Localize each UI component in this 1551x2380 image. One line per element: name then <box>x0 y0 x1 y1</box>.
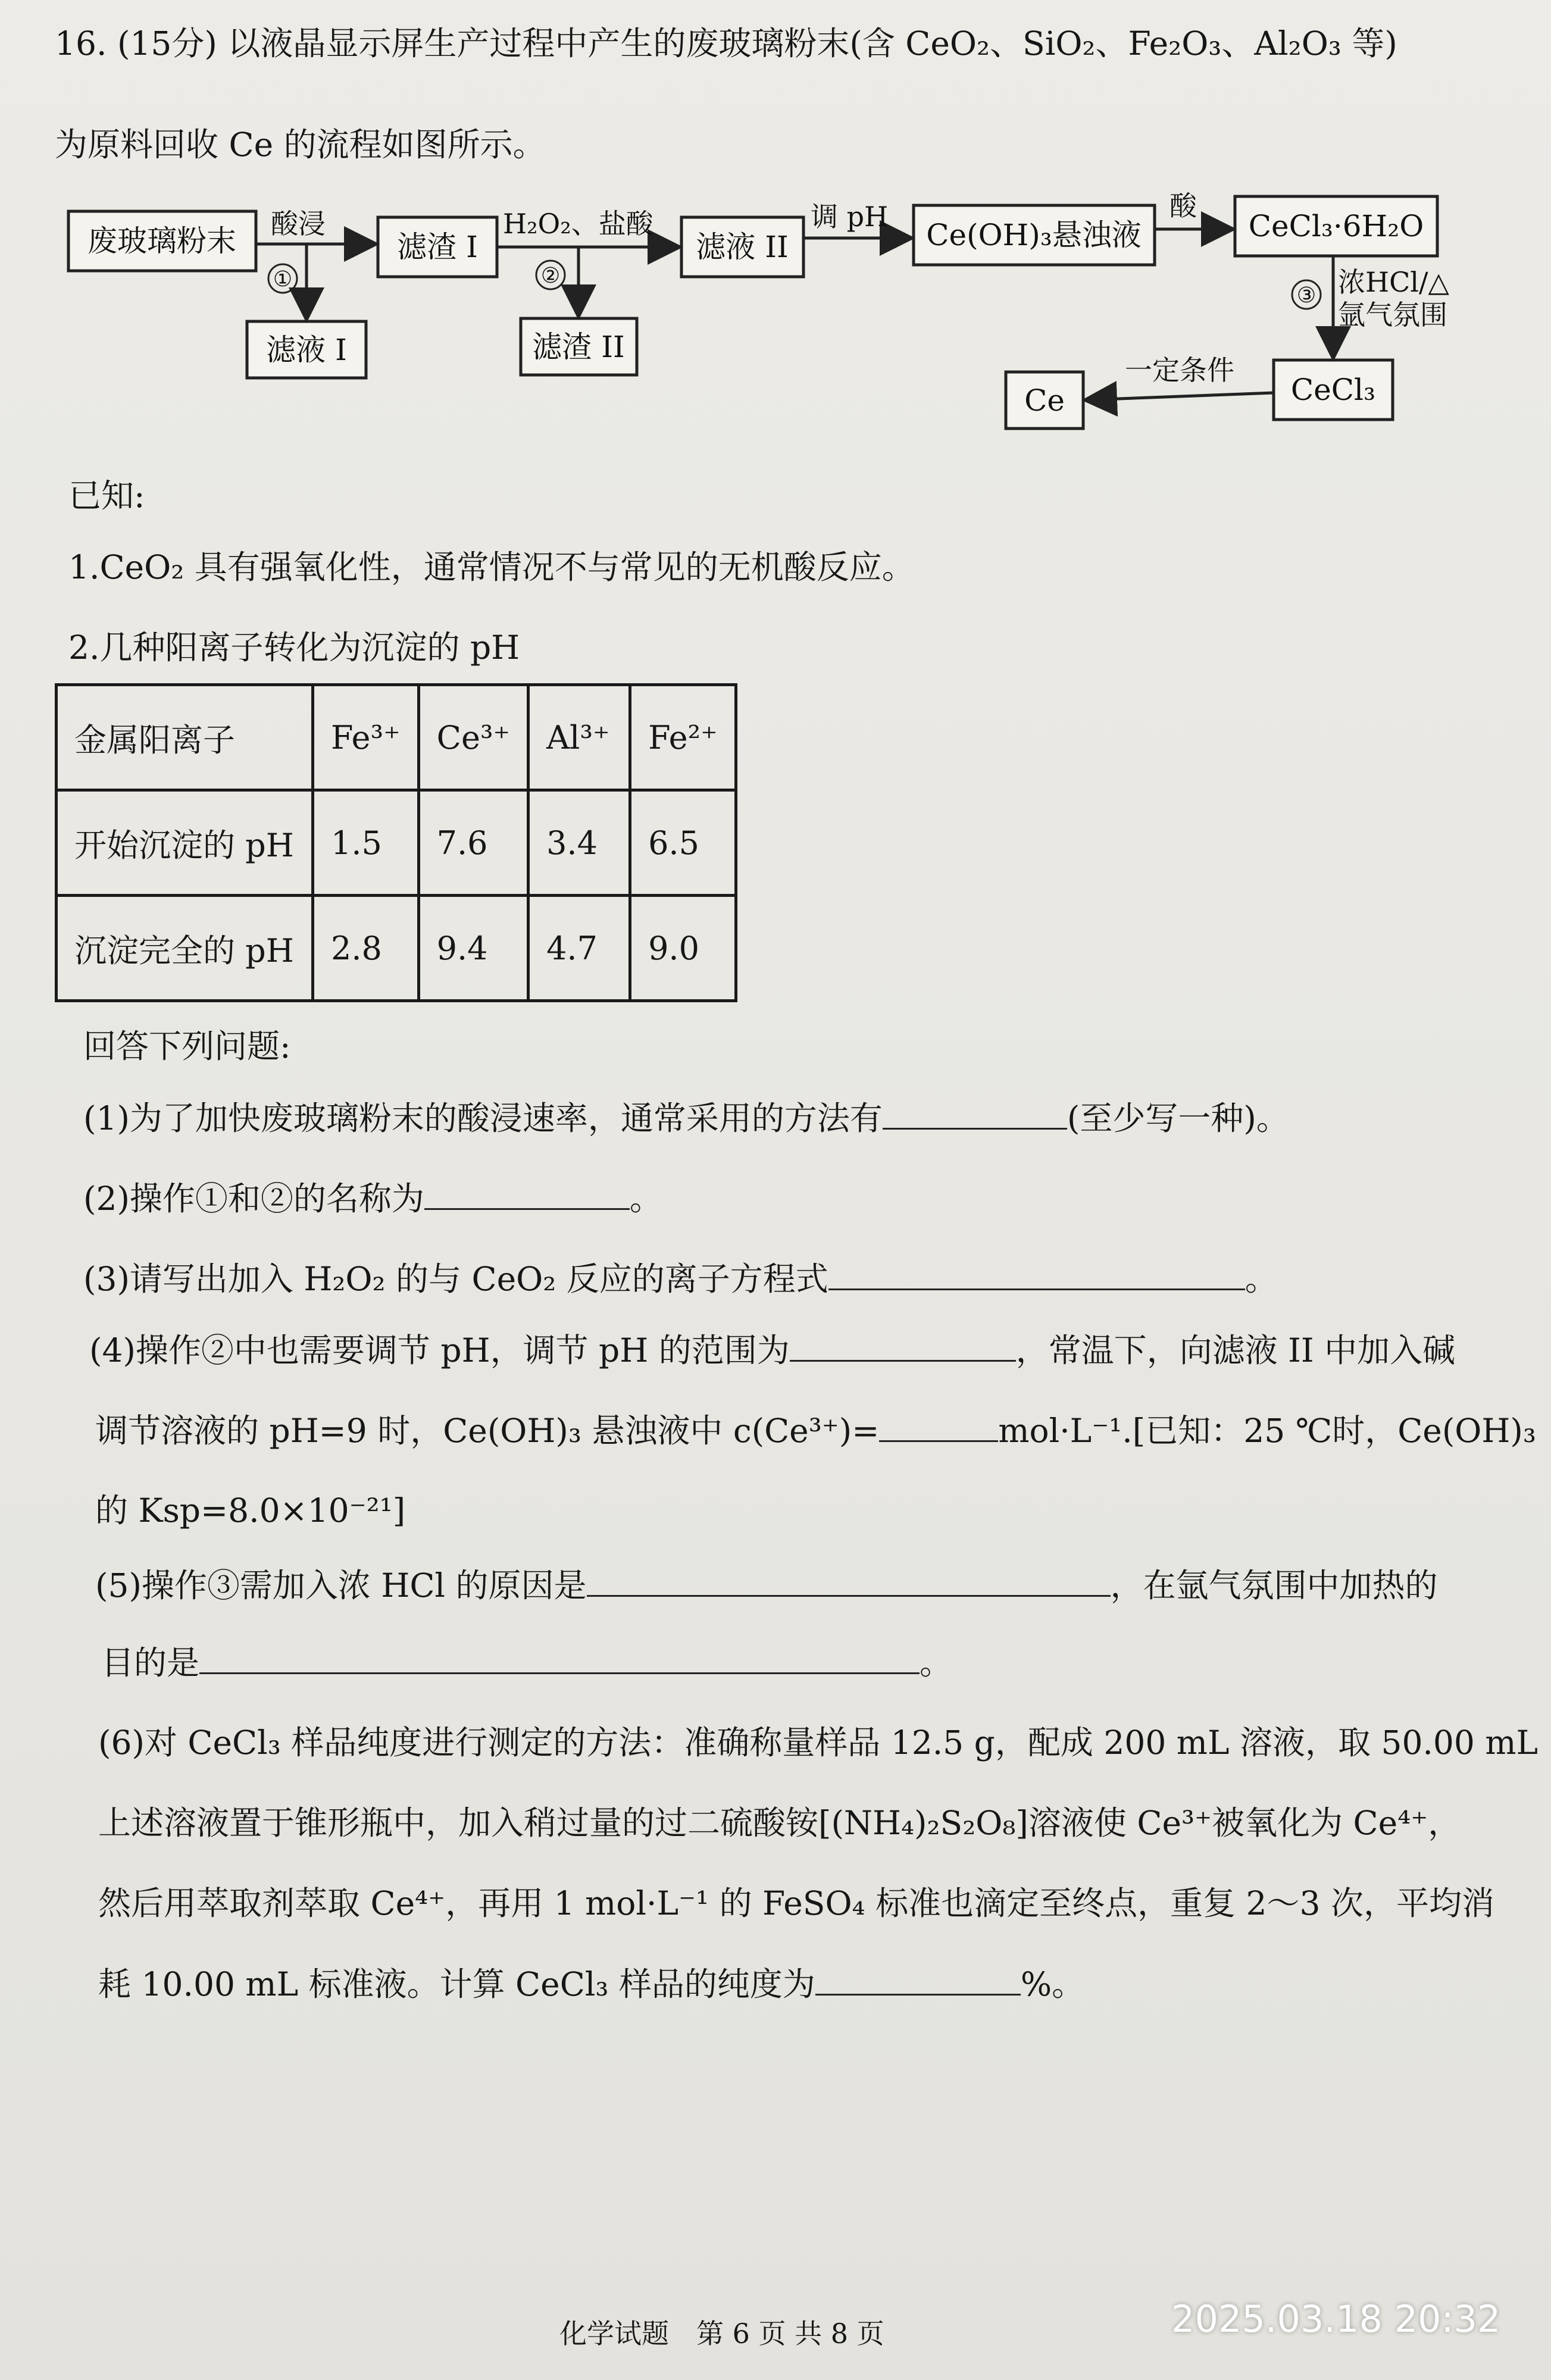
question-6-line2: 上述溶液置于锥形瓶中，加入稍过量的过二硫酸铵[(NH₄)₂S₂O₈]溶液使 Ce³⁺被氧化为 Ce⁴⁺， <box>98 1804 1461 1842</box>
question-4-line3: 的 Ksp=8.0×10⁻²¹] <box>95 1491 406 1530</box>
table-cell: 6.5 <box>630 790 736 896</box>
q5-line2-tail: 。 <box>920 1644 953 1682</box>
table-header-row <box>57 685 736 790</box>
question-5-line1 <box>95 1565 1438 1605</box>
question-3 <box>83 1259 1278 1299</box>
q1-text: (1)为了加快废玻璃粉末的酸浸速率，通常采用的方法有 <box>83 1099 883 1137</box>
label-condition: 一定条件 <box>1125 354 1234 386</box>
photo-timestamp: 2025.03.18 20:32 <box>1171 2297 1501 2341</box>
page-footer: 化学试题 第 6 页 共 8 页 <box>559 2318 884 2350</box>
q3-tail: 。 <box>1244 1260 1278 1298</box>
process-flowchart <box>0 0 1551 476</box>
q3-answer-blank[interactable] <box>828 1259 1245 1290</box>
q5-purpose-blank[interactable] <box>199 1643 920 1674</box>
node-filtrate1: 滤液 I <box>266 333 347 367</box>
q2-text: (2)操作①和②的名称为 <box>83 1180 424 1218</box>
question-header-line2: 为原料回收 Ce 的流程如图所示。 <box>55 126 546 164</box>
q4-line2: 调节溶液的 pH=9 时，Ce(OH)₃ 悬浊液中 c(Ce³⁺)= <box>95 1412 880 1450</box>
node-residue1: 滤渣 I <box>397 230 478 264</box>
table-row <box>57 790 736 896</box>
q6-purity-blank[interactable] <box>815 1964 1021 1996</box>
ph-table <box>55 683 737 1002</box>
table-cell: 9.0 <box>630 896 736 1001</box>
node-suspension: Ce(OH)₃悬浊液 <box>926 218 1142 252</box>
q1-answer-blank[interactable] <box>883 1098 1067 1130</box>
label-step2: ② <box>540 264 561 288</box>
table-cell: 开始沉淀的 pH <box>57 790 313 896</box>
known-item1: 1.CeO₂ 具有强氧化性，通常情况不与常见的无机酸反应。 <box>68 548 915 586</box>
q2-answer-blank[interactable] <box>424 1178 630 1210</box>
q5-line1: (5)操作③需加入浓 HCl 的原因是 <box>95 1566 587 1605</box>
q4-line1: (4)操作②中也需要调节 pH，调节 pH 的范围为 <box>89 1331 790 1369</box>
label-acid: 酸 <box>1169 190 1197 222</box>
label-step3: ③ <box>1296 283 1317 308</box>
known-item2: 2.几种阳离子转化为沉淀的 pH <box>68 628 520 667</box>
q6-line4: 耗 10.00 mL 标准液。计算 CeCl₃ 样品的纯度为 <box>98 1965 815 2003</box>
label-adjust-ph: 调 pH <box>811 201 889 233</box>
question-4-line2 <box>95 1411 1536 1450</box>
q6-line4-tail: %。 <box>1020 1965 1085 2003</box>
question-5-line2 <box>101 1643 952 1682</box>
table-header-cell: 金属阳离子 <box>57 685 313 790</box>
table-cell: 4.7 <box>529 896 630 1001</box>
node-raw: 废玻璃粉末 <box>87 224 236 258</box>
known-title: 已知: <box>68 477 145 515</box>
table-row <box>57 896 736 1001</box>
q4-line1-tail: ，常温下，向滤液 II 中加入碱 <box>1015 1331 1456 1369</box>
q4-ph-range-blank[interactable] <box>790 1330 1016 1362</box>
node-hydrate: CeCl₃·6H₂O <box>1248 209 1424 243</box>
label-conc-hcl: 浓HCl/△ <box>1338 266 1449 298</box>
table-header-cell: Al³⁺ <box>529 685 630 790</box>
question-1 <box>83 1098 1289 1138</box>
table-cell: 7.6 <box>418 790 528 896</box>
table-header-cell: Fe²⁺ <box>630 685 736 790</box>
table-cell: 3.4 <box>529 790 630 896</box>
question-6-line1: (6)对 CeCl₃ 样品纯度进行测定的方法：准确称量样品 12.5 g，配成 200 mL 溶液，取 50.00 mL <box>98 1724 1539 1762</box>
question-6-line3: 然后用萃取剂萃取 Ce⁴⁺，再用 1 mol·L⁻¹ 的 FeSO₄ 标准也滴定至终点，重复 2～3 次，平均消 <box>98 1884 1495 1922</box>
node-filtrate2: 滤液 II <box>696 230 789 264</box>
arrow-cecl3-ce <box>1087 393 1274 400</box>
node-residue2: 滤渣 II <box>532 330 625 364</box>
q4-line2-tail: mol·L⁻¹.[已知：25 ℃时，Ce(OH)₃ <box>998 1412 1536 1450</box>
q3-text: (3)请写出加入 H₂O₂ 的与 CeO₂ 反应的离子方程式 <box>83 1260 828 1298</box>
q1-tail: (至少写一种)。 <box>1067 1099 1289 1137</box>
label-atmosphere: 氩气氛围 <box>1338 299 1447 331</box>
question-header-line1: 16. (15分) 以液晶显示屏生产过程中产生的废玻璃粉末(含 CeO₂、SiO₂、Fe₂O₃、Al₂O₃ 等) <box>55 24 1397 62</box>
node-cecl3: CeCl₃ <box>1290 373 1376 407</box>
table-cell: 沉淀完全的 pH <box>57 896 313 1001</box>
table-header-cell: Ce³⁺ <box>418 685 528 790</box>
q5-line2: 目的是 <box>101 1644 200 1682</box>
node-ce: Ce <box>1024 383 1065 418</box>
q5-line1-tail: ，在氩气氛围中加热的 <box>1110 1566 1438 1605</box>
answer-intro: 回答下列问题: <box>83 1027 291 1065</box>
q2-tail: 。 <box>629 1180 662 1218</box>
question-6-line4 <box>98 1964 1084 2004</box>
label-acid-leach: 酸浸 <box>271 208 326 240</box>
table-cell: 9.4 <box>418 896 528 1001</box>
table-cell: 2.8 <box>313 896 419 1001</box>
label-h2o2-hcl: H₂O₂、盐酸 <box>503 208 653 240</box>
table-header-cell: Fe³⁺ <box>313 685 419 790</box>
label-step1: ① <box>273 267 293 292</box>
q5-reason-blank[interactable] <box>587 1565 1111 1597</box>
question-2 <box>83 1178 662 1218</box>
question-4-line1 <box>89 1330 1455 1370</box>
q4-concentration-blank[interactable] <box>879 1411 998 1442</box>
table-cell: 1.5 <box>313 790 419 896</box>
